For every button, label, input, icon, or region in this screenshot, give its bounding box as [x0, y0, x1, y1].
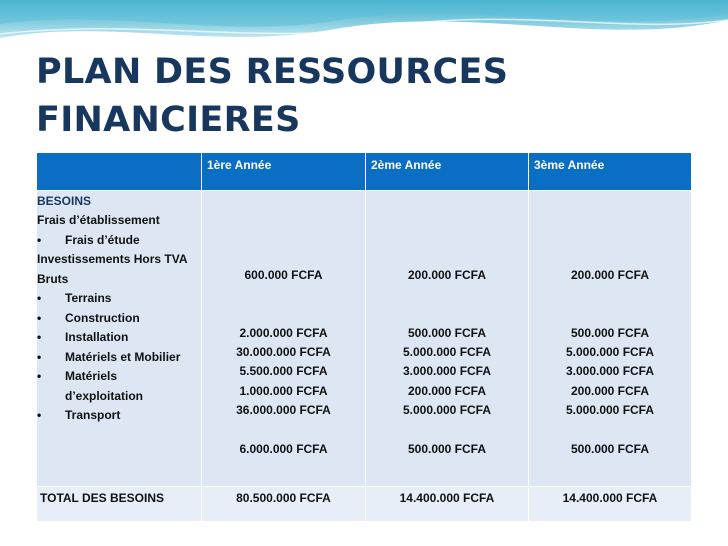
bullet-item: • Matériels	[37, 367, 201, 387]
total-value-year-1: 80.500.000 FCFA	[236, 491, 331, 505]
value-installation: 5.500.000 FCFA	[239, 364, 328, 378]
section-label-besoins: BESOINS	[37, 194, 92, 208]
year-3-values-cell	[529, 191, 692, 487]
value-installation: 3.000.000 FCFA	[402, 364, 492, 378]
year-2-values-cell	[366, 191, 529, 487]
bullet-item: • Matériels et Mobilier	[37, 348, 201, 368]
header-cell-year-2: 2ème Année	[366, 153, 529, 191]
total-label: TOTAL DES BESOINS	[40, 491, 165, 505]
table-row	[37, 191, 692, 487]
bullet-item: • Frais d’étude	[37, 231, 201, 251]
value-terrains: 500.000 FCFA	[570, 326, 650, 340]
bullet-item: • Construction	[37, 309, 201, 329]
total-year-3-cell	[529, 487, 692, 522]
slide-title-line-1: PLAN DES RESSOURCES	[36, 52, 509, 92]
total-label-cell	[37, 487, 202, 522]
value-terrains: 500.000 FCFA	[407, 326, 487, 340]
label-frais-etablissement: Frais d’établissement	[37, 213, 160, 227]
financial-resources-table	[36, 152, 692, 522]
value-materiels-mobilier: 200.000 FCFA	[570, 384, 650, 398]
table-header-row	[37, 153, 692, 191]
value-materiels-exploitation: 36.000.000 FCFA	[236, 403, 331, 417]
header-cell-year-3: 3ème Année	[529, 153, 692, 191]
value-transport: 6.000.000 FCFA	[239, 442, 328, 456]
bullet-item: • Terrains	[37, 289, 201, 309]
value-frais-etude: 200.000 FCFA	[570, 268, 650, 282]
label-transport: Transport	[65, 408, 121, 422]
label-investissements-1: Investissements Hors TVA	[37, 252, 188, 266]
bullet-item-continued	[37, 387, 201, 407]
value-materiels-mobilier: 1.000.000 FCFA	[239, 384, 328, 398]
header-cell-year-1: 1ère Année	[202, 153, 366, 191]
total-row	[37, 487, 692, 522]
value-construction: 5.000.000 FCFA	[402, 345, 492, 359]
value-transport: 500.000 FCFA	[407, 442, 487, 456]
year-1-values-cell	[202, 191, 366, 487]
value-frais-etude: 600.000 FCFA	[244, 268, 323, 282]
value-materiels-mobilier: 200.000 FCFA	[407, 384, 487, 398]
header-cell-empty	[37, 153, 202, 191]
label-frais-etude: Frais d’étude	[65, 232, 140, 247]
bullet-item: • Transport	[37, 406, 201, 426]
value-frais-etude: 200.000 FCFA	[407, 268, 487, 282]
total-value-year-2: 14.400.000 FCFA	[399, 491, 495, 505]
slide-title-line-2: FINANCIERES	[36, 100, 301, 140]
slide-title	[36, 48, 696, 144]
label-materiels-2: d’exploitation	[65, 388, 143, 403]
value-construction: 30.000.000 FCFA	[236, 345, 331, 359]
label-investissements-2: Bruts	[37, 271, 69, 286]
value-installation: 3.000.000 FCFA	[565, 364, 655, 378]
bullet-item: • Installation	[37, 328, 201, 348]
value-materiels-exploitation: 5.000.000 FCFA	[565, 403, 655, 417]
label-installation: Installation	[65, 330, 129, 344]
total-year-1-cell	[202, 487, 366, 522]
value-construction: 5.000.000 FCFA	[565, 345, 655, 359]
value-materiels-exploitation: 5.000.000 FCFA	[402, 403, 492, 417]
value-transport: 500.000 FCFA	[570, 442, 650, 456]
label-terrains: Terrains	[65, 291, 112, 305]
label-construction: Construction	[65, 310, 140, 325]
labels-cell	[37, 191, 202, 487]
label-materiels-mobilier: Matériels et Mobilier	[65, 349, 181, 364]
label-materiels-1: Matériels	[65, 369, 118, 383]
value-terrains: 2.000.000 FCFA	[239, 326, 328, 340]
total-value-year-3: 14.400.000 FCFA	[562, 491, 658, 505]
total-year-2-cell	[366, 487, 529, 522]
